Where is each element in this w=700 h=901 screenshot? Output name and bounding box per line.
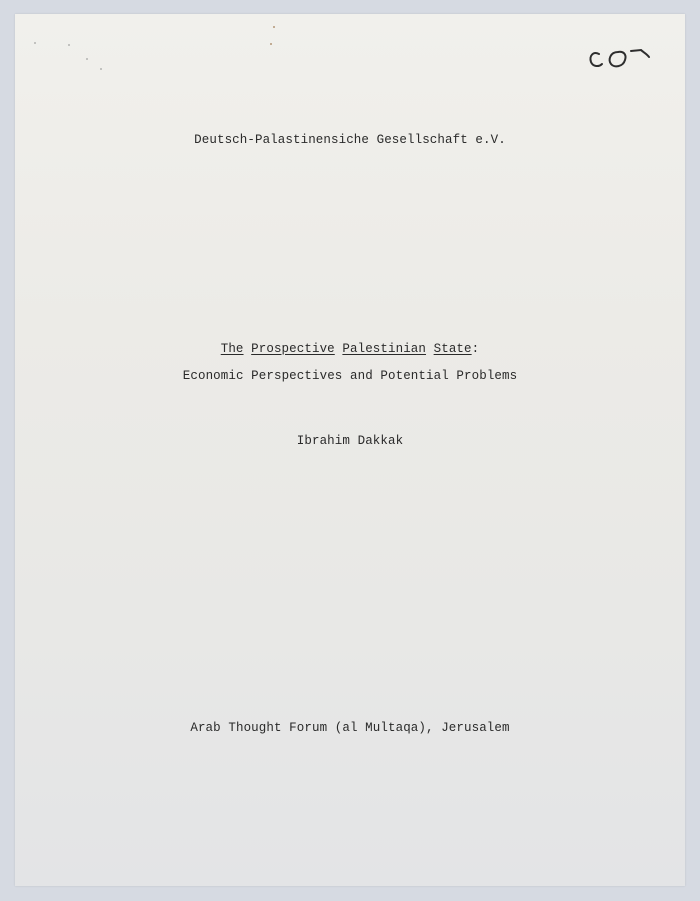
paper-speck — [270, 43, 272, 45]
title-word: Prospective — [251, 342, 335, 356]
author-name: Ibrahim Dakkak — [296, 434, 404, 448]
title-word: State — [433, 342, 472, 356]
title-colon: : — [471, 342, 480, 356]
paper-speck — [68, 44, 70, 46]
paper-speck — [86, 58, 88, 60]
title-word: The — [220, 342, 244, 356]
document-subtitle: Economic Perspectives and Potential Problems — [182, 369, 518, 383]
document-title — [0, 342, 700, 356]
paper-speck — [273, 26, 275, 28]
paper-speck — [100, 68, 102, 70]
title-word: Palestinian — [342, 342, 427, 356]
handwritten-mark — [585, 42, 655, 72]
organization-name: Deutsch-Palastinensiche Gesellschaft e.V. — [194, 133, 506, 147]
paper-speck — [34, 42, 36, 44]
publisher-line: Arab Thought Forum (al Multaqa), Jerusalem — [190, 721, 510, 735]
